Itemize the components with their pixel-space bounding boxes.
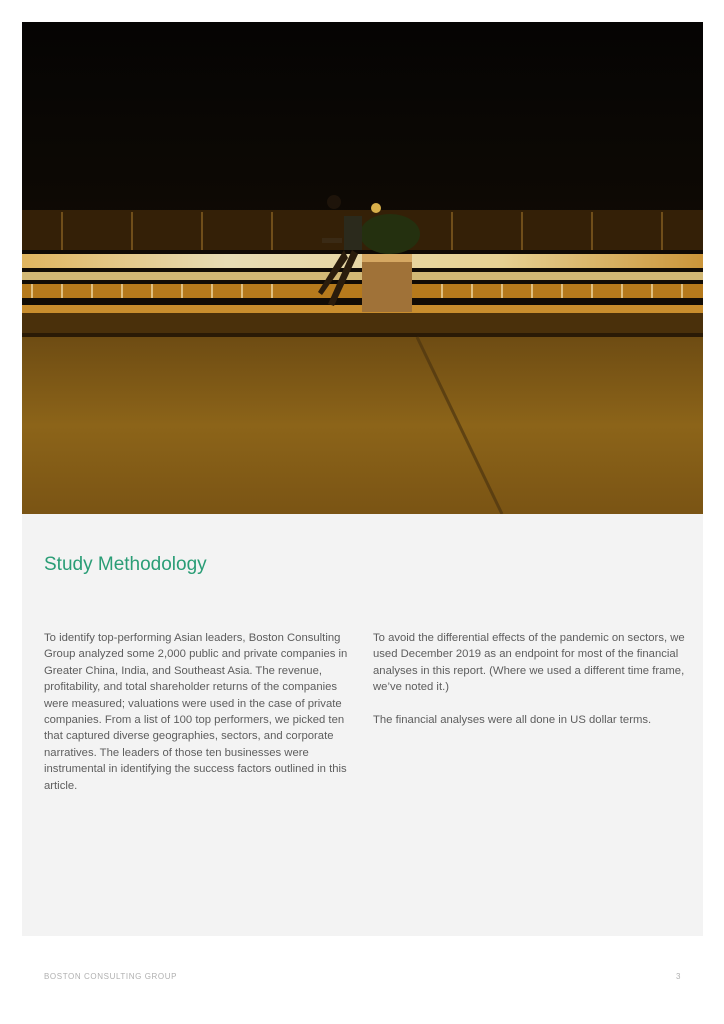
right-paragraph: The financial analyses were all done in US dollar terms. xyxy=(373,713,652,726)
night-street-photo xyxy=(22,22,703,514)
footer-company: BOSTON CONSULTING GROUP xyxy=(44,972,178,981)
methodology-panel xyxy=(22,514,703,936)
left-column xyxy=(44,630,348,810)
right-paragraph: To avoid the differential effects of the pandemic on sectors, we used December 2019 as an endpoint for most of the financial analyses in this report. (Where we used a different time frame, we’ve noted it.) xyxy=(373,632,685,694)
right-column xyxy=(373,630,685,744)
section-title: Study Methodology xyxy=(44,554,207,575)
page-number: 3 xyxy=(676,972,681,981)
hero-photo xyxy=(22,22,703,514)
left-paragraph: To identify top-performing Asian leaders, Boston Consulting Group analyzed some 2,000 public and private companies in Greater China, India, and Southeast Asia. The revenue, profitability, and total shareholder returns of the companies were measured; valuations were used in the case of private companies. From a list of 100 top performers, we picked ten that captured diverse geographies, sectors, and corporate narratives. The leaders of those ten businesses were instrumental in identifying the success factors outlined in this article. xyxy=(44,632,348,792)
